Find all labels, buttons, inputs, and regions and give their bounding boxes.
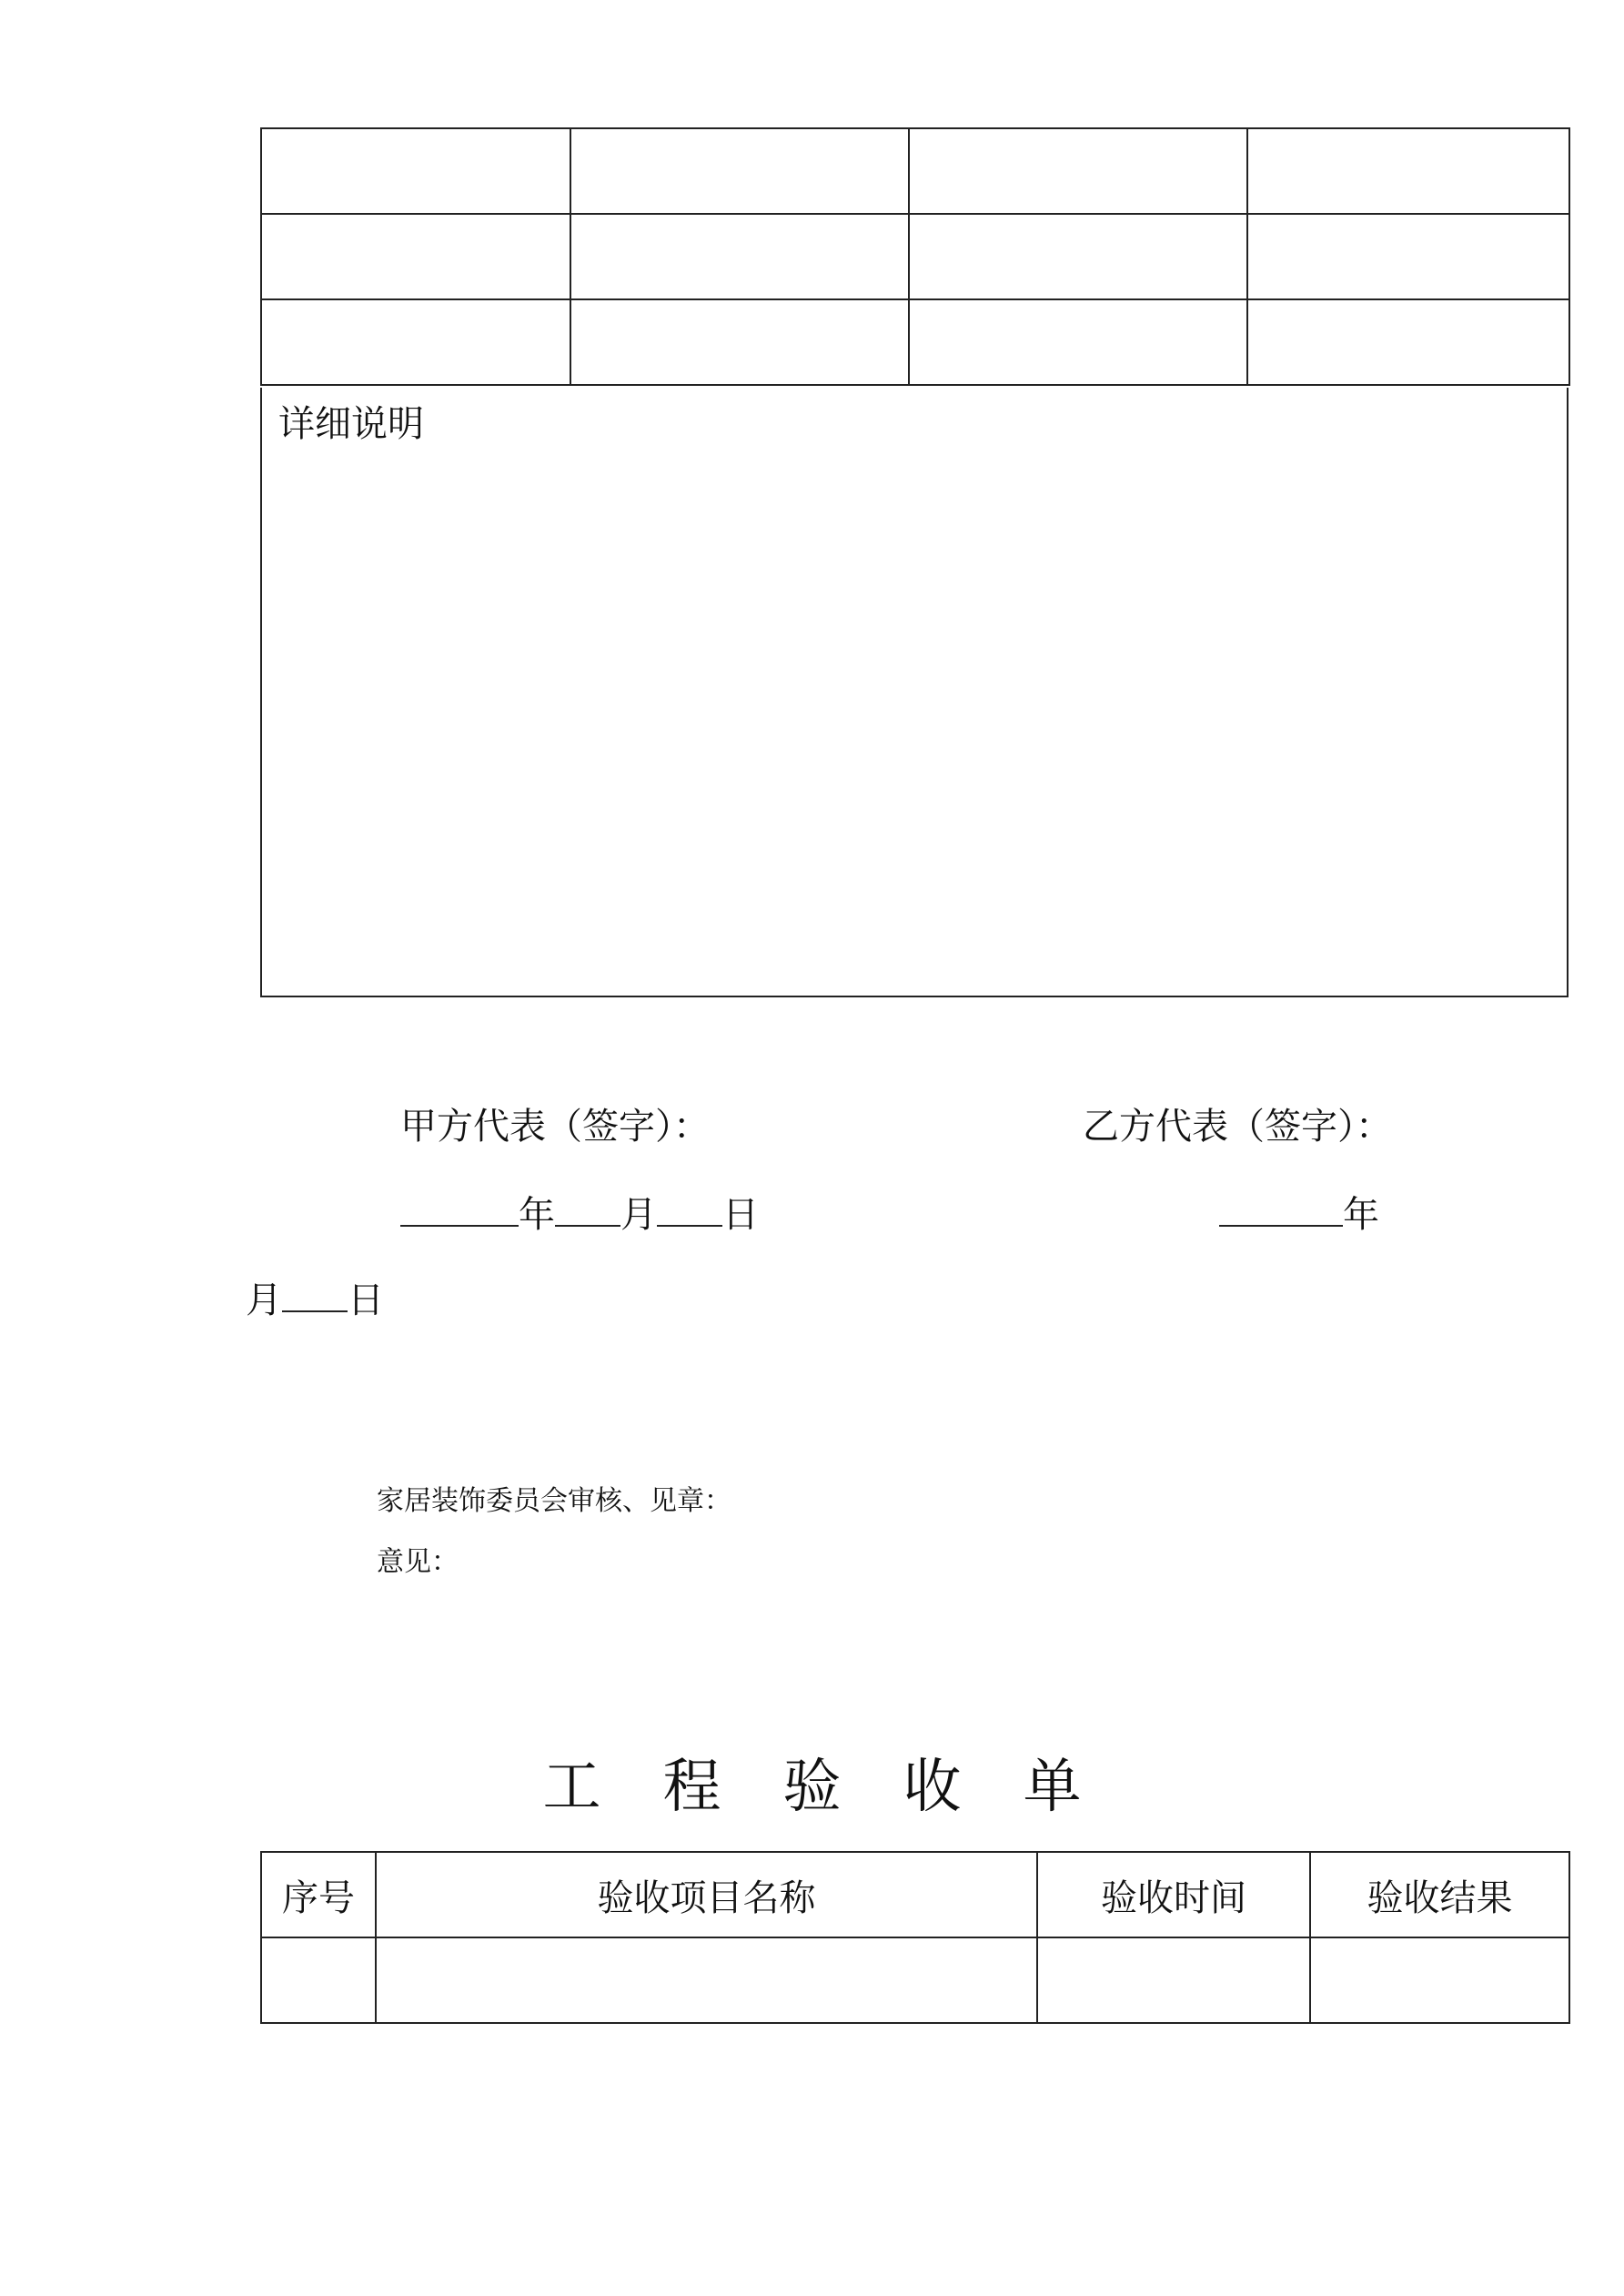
table-cell[interactable]	[261, 128, 570, 214]
table-cell[interactable]	[1310, 1937, 1569, 2023]
title-char: 验	[782, 1754, 842, 1821]
header-serial-number: 序号	[261, 1852, 376, 1937]
header-acceptance-time: 验收时间	[1037, 1852, 1310, 1937]
day-label: 日	[722, 1194, 759, 1236]
opinion-label: 意见：	[377, 1546, 459, 1578]
table-cell[interactable]	[1037, 1937, 1310, 2023]
table-cell[interactable]	[1247, 299, 1569, 385]
party-b-date-continued	[246, 1278, 384, 1319]
table-cell[interactable]	[1247, 214, 1569, 299]
title-char: 程	[662, 1754, 721, 1821]
table-cell[interactable]	[909, 299, 1247, 385]
table-row	[261, 128, 1569, 214]
day-blank[interactable]	[282, 1278, 348, 1312]
table-cell[interactable]	[909, 214, 1247, 299]
table-cell[interactable]	[376, 1937, 1037, 2023]
info-table	[260, 127, 1570, 386]
party-a-date	[400, 1192, 759, 1236]
detail-label: 详细说明	[278, 403, 424, 445]
party-b-signature-label: 乙方代表（签字）：	[1083, 1106, 1392, 1148]
table-row	[261, 1937, 1569, 2023]
detail-box[interactable]	[260, 388, 1569, 997]
header-acceptance-result: 验收结果	[1310, 1852, 1569, 1937]
table-header-row	[261, 1852, 1569, 1937]
page-title	[0, 1740, 1624, 1824]
table-cell[interactable]	[570, 128, 909, 214]
table-cell[interactable]	[570, 214, 909, 299]
month-label: 月	[246, 1279, 282, 1321]
year-blank[interactable]	[400, 1192, 519, 1227]
title-char: 收	[903, 1754, 962, 1821]
table-cell[interactable]	[570, 299, 909, 385]
month-label: 月	[620, 1194, 657, 1236]
day-label: 日	[348, 1279, 384, 1321]
day-blank[interactable]	[657, 1192, 722, 1227]
table-row	[261, 299, 1569, 385]
title-char: 单	[1023, 1754, 1082, 1821]
table-cell[interactable]	[261, 214, 570, 299]
acceptance-table	[260, 1851, 1570, 2024]
table-cell[interactable]	[261, 299, 570, 385]
party-b-date	[1219, 1192, 1379, 1236]
header-item-name: 验收项目名称	[376, 1852, 1037, 1937]
table-cell[interactable]	[1247, 128, 1569, 214]
committee-review-label: 家居装饰委员会审核、见章：	[377, 1485, 731, 1517]
table-cell[interactable]	[909, 128, 1247, 214]
year-label: 年	[519, 1194, 555, 1236]
party-a-signature-label: 甲方代表（签字）：	[400, 1106, 710, 1148]
table-row	[261, 214, 1569, 299]
year-blank[interactable]	[1219, 1192, 1343, 1227]
year-label: 年	[1343, 1194, 1379, 1236]
title-char: 工	[542, 1754, 601, 1821]
table-cell[interactable]	[261, 1937, 376, 2023]
month-blank[interactable]	[555, 1192, 620, 1227]
